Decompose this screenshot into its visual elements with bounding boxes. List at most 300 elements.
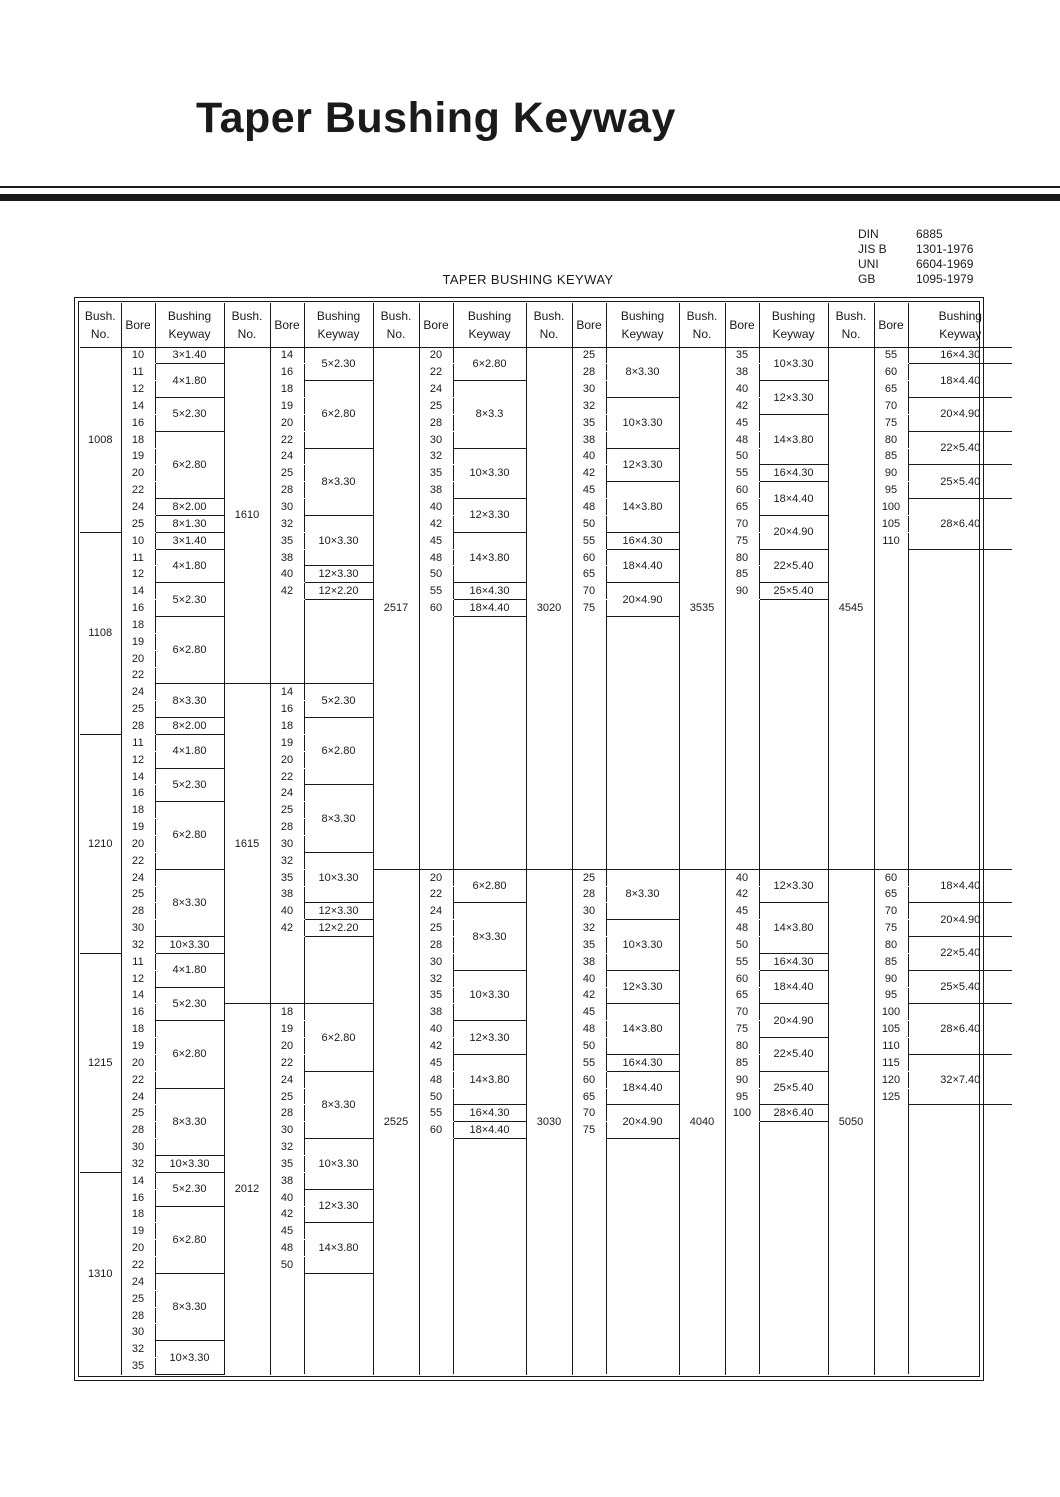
bore-value: 60 <box>725 482 759 499</box>
keyway-value: 10×3.30 <box>304 852 373 903</box>
keyway-value: 14×3.80 <box>606 1004 679 1055</box>
keyway-value: 20×4.90 <box>759 515 828 549</box>
keyway-value: 18×4.40 <box>908 364 1012 398</box>
header-bush-no: Bush. No. <box>373 303 419 347</box>
keyway-value: 12×3.30 <box>304 1189 373 1223</box>
bore-value: 35 <box>572 414 606 431</box>
bore-value: 65 <box>725 499 759 516</box>
bore-value: 70 <box>572 1105 606 1122</box>
keyway-value: 14×3.80 <box>606 482 679 533</box>
bore-value: 75 <box>572 600 606 617</box>
bore-value: 35 <box>270 532 304 549</box>
bore-value: 125 <box>874 1088 908 1105</box>
bore-value: 100 <box>874 499 908 516</box>
keyway-value: 10×3.30 <box>155 937 224 954</box>
bore-value: 18 <box>121 431 155 448</box>
header-rule-thick <box>0 194 1060 201</box>
bore-value: 100 <box>725 1105 759 1122</box>
keyway-value: 28×6.40 <box>759 1105 828 1122</box>
header-bore: Bore <box>270 303 304 347</box>
page-title: Taper Bushing Keyway <box>196 94 676 142</box>
keyway-value: 20×4.90 <box>606 583 679 617</box>
keyway-value: 16×4.30 <box>759 953 828 970</box>
bore-value: 35 <box>725 347 759 364</box>
keyway-value: 16×4.30 <box>606 1054 679 1071</box>
bore-value: 25 <box>121 515 155 532</box>
bore-value: 105 <box>874 515 908 532</box>
keyway-value: 10×3.30 <box>304 1139 373 1190</box>
keyway-value: 18×4.40 <box>759 970 828 1004</box>
keyway-value: 14×3.80 <box>304 1223 373 1274</box>
keyway-value: 28×6.40 <box>908 499 1012 550</box>
empty-cell <box>759 600 828 870</box>
bore-value: 48 <box>419 549 453 566</box>
bore-value: 50 <box>419 566 453 583</box>
bore-value: 19 <box>121 448 155 465</box>
keyway-value: 32×7.40 <box>908 1054 1012 1105</box>
bore-value: 24 <box>121 869 155 886</box>
header-bore: Bore <box>419 303 453 347</box>
bore-value: 38 <box>270 886 304 903</box>
bore-value: 30 <box>121 1139 155 1156</box>
bore-value: 16 <box>270 364 304 381</box>
keyway-value: 6×2.80 <box>155 617 224 684</box>
bore-value: 24 <box>419 381 453 398</box>
empty-cell <box>572 1139 606 1375</box>
keyway-value: 14×3.80 <box>759 903 828 954</box>
bore-value: 38 <box>572 431 606 448</box>
keyway-value: 8×3.30 <box>304 1071 373 1138</box>
bore-value: 19 <box>121 819 155 836</box>
bore-value: 12 <box>121 970 155 987</box>
empty-cell <box>453 1139 526 1375</box>
bore-value: 42 <box>419 515 453 532</box>
keyway-value: 8×2.00 <box>155 718 224 735</box>
bore-value: 28 <box>121 718 155 735</box>
bore-value: 45 <box>270 1223 304 1240</box>
keyway-value: 22×5.40 <box>759 1038 828 1072</box>
bore-value: 85 <box>725 1054 759 1071</box>
bore-value: 14 <box>121 398 155 415</box>
bore-value: 16 <box>121 414 155 431</box>
table-row <box>80 869 1012 886</box>
bore-value: 20 <box>121 465 155 482</box>
bore-value: 30 <box>121 1324 155 1341</box>
bore-value: 22 <box>121 1071 155 1088</box>
bore-value: 11 <box>121 549 155 566</box>
keyway-value: 6×2.80 <box>453 347 526 381</box>
bore-value: 38 <box>270 1172 304 1189</box>
bore-value: 20 <box>270 751 304 768</box>
bore-value: 22 <box>121 482 155 499</box>
empty-cell <box>419 1139 453 1375</box>
bore-value: 75 <box>874 414 908 431</box>
bore-value: 24 <box>270 1071 304 1088</box>
bore-value: 60 <box>725 970 759 987</box>
keyway-value: 18×4.40 <box>606 1071 679 1105</box>
keyway-value: 16×4.30 <box>908 347 1012 364</box>
bore-value: 50 <box>572 515 606 532</box>
empty-cell <box>725 600 759 870</box>
keyway-value: 16×4.30 <box>453 583 526 600</box>
bore-value: 24 <box>270 785 304 802</box>
standard-row <box>858 227 973 242</box>
bore-value: 20 <box>270 1038 304 1055</box>
bore-value: 14 <box>270 684 304 701</box>
empty-cell <box>874 1105 908 1375</box>
bore-value: 30 <box>270 1122 304 1139</box>
bore-value: 50 <box>725 448 759 465</box>
bore-value: 65 <box>725 987 759 1004</box>
bore-value: 32 <box>270 1139 304 1156</box>
bore-value: 32 <box>419 970 453 987</box>
keyway-value: 10×3.30 <box>453 970 526 1021</box>
bore-value: 11 <box>121 953 155 970</box>
empty-cell <box>270 600 304 684</box>
bore-value: 19 <box>270 734 304 751</box>
bore-value: 38 <box>572 953 606 970</box>
bore-value: 32 <box>121 1156 155 1173</box>
bore-value: 85 <box>874 448 908 465</box>
bore-value: 30 <box>572 381 606 398</box>
keyway-value: 6×2.80 <box>453 869 526 903</box>
keyway-value: 12×3.30 <box>759 381 828 415</box>
empty-cell <box>572 617 606 870</box>
header-bush-no: Bush. No. <box>224 303 270 347</box>
bore-value: 19 <box>121 1223 155 1240</box>
header-bush-no: Bush. No. <box>526 303 572 347</box>
keyway-value: 8×3.30 <box>155 684 224 718</box>
empty-cell <box>304 1273 373 1374</box>
bush-number: 3020 <box>526 347 572 869</box>
keyway-value: 5×2.30 <box>155 398 224 432</box>
bore-value: 55 <box>725 953 759 970</box>
bore-value: 28 <box>419 937 453 954</box>
bore-value: 55 <box>874 347 908 364</box>
bore-value: 70 <box>874 398 908 415</box>
keyway-value: 18×4.40 <box>759 482 828 516</box>
bush-number: 3030 <box>526 869 572 1374</box>
bore-value: 42 <box>572 987 606 1004</box>
keyway-value: 22×5.40 <box>908 937 1012 971</box>
bush-number: 4545 <box>828 347 874 869</box>
bore-value: 28 <box>572 364 606 381</box>
keyway-value: 10×3.30 <box>606 398 679 449</box>
keyway-value: 10×3.30 <box>304 515 373 566</box>
table-title: TAPER BUSHING KEYWAY <box>442 272 614 287</box>
bore-value: 60 <box>572 1071 606 1088</box>
bore-value: 55 <box>725 465 759 482</box>
bore-value: 12 <box>121 566 155 583</box>
bush-number: 2012 <box>224 1004 270 1375</box>
bore-value: 20 <box>419 869 453 886</box>
bore-value: 85 <box>725 566 759 583</box>
bore-value: 14 <box>121 583 155 600</box>
bush-number: 1610 <box>224 347 270 684</box>
bush-number: 2517 <box>373 347 419 869</box>
keyway-value: 12×3.30 <box>304 566 373 583</box>
empty-cell <box>874 549 908 869</box>
bore-value: 40 <box>270 1189 304 1206</box>
bore-value: 22 <box>419 364 453 381</box>
keyway-value: 10×3.30 <box>155 1156 224 1173</box>
bush-number: 1108 <box>80 532 121 734</box>
keyway-value: 6×2.80 <box>155 802 224 869</box>
bore-value: 95 <box>874 482 908 499</box>
bore-value: 20 <box>121 650 155 667</box>
bore-value: 90 <box>725 583 759 600</box>
empty-cell <box>304 600 373 684</box>
bore-value: 50 <box>725 937 759 954</box>
keyway-value: 16×4.30 <box>759 465 828 482</box>
header-bore: Bore <box>874 303 908 347</box>
empty-cell <box>304 937 373 1004</box>
bore-value: 12 <box>121 751 155 768</box>
keyway-value: 20×4.90 <box>606 1105 679 1139</box>
bore-value: 16 <box>121 1004 155 1021</box>
standard-row <box>858 272 973 287</box>
bore-value: 25 <box>270 1088 304 1105</box>
bore-value: 24 <box>270 448 304 465</box>
standard-row <box>858 242 973 257</box>
empty-cell <box>908 549 1012 869</box>
bore-value: 28 <box>270 482 304 499</box>
bore-value: 70 <box>572 583 606 600</box>
keyway-value: 4×1.80 <box>155 549 224 583</box>
keyway-value: 12×3.30 <box>304 903 373 920</box>
keyway-value: 14×3.80 <box>453 1054 526 1105</box>
header-bore: Bore <box>572 303 606 347</box>
bore-value: 42 <box>725 886 759 903</box>
standard-row <box>858 257 973 272</box>
keyway-value: 20×4.90 <box>908 903 1012 937</box>
bore-value: 18 <box>121 617 155 634</box>
bore-value: 32 <box>121 1341 155 1358</box>
bore-value: 80 <box>725 549 759 566</box>
keyway-value: 25×5.40 <box>908 465 1012 499</box>
bore-value: 35 <box>270 1156 304 1173</box>
bore-value: 60 <box>874 364 908 381</box>
bore-value: 19 <box>270 398 304 415</box>
bore-value: 55 <box>572 532 606 549</box>
keyway-value: 22×5.40 <box>908 431 1012 465</box>
bore-value: 24 <box>121 684 155 701</box>
bore-value: 110 <box>874 532 908 549</box>
empty-cell <box>606 617 679 870</box>
bore-value: 10 <box>121 532 155 549</box>
bore-value: 16 <box>121 785 155 802</box>
header-bush-no: Bush. No. <box>80 303 121 347</box>
bore-value: 24 <box>121 499 155 516</box>
keyway-value: 3×1.40 <box>155 347 224 364</box>
bore-value: 60 <box>419 600 453 617</box>
header-keyway: Bushing Keyway <box>606 303 679 347</box>
bush-number: 3535 <box>679 347 725 869</box>
bore-value: 38 <box>419 482 453 499</box>
bore-value: 28 <box>270 1105 304 1122</box>
bore-value: 90 <box>725 1071 759 1088</box>
bore-value: 40 <box>270 903 304 920</box>
standard-name: JIS B <box>858 242 887 256</box>
bore-value: 11 <box>121 364 155 381</box>
bore-value: 48 <box>725 431 759 448</box>
bore-value: 28 <box>270 819 304 836</box>
keyway-value: 5×2.30 <box>155 583 224 617</box>
standard-value: 1301-1976 <box>916 242 974 256</box>
bore-value: 95 <box>874 987 908 1004</box>
bore-value: 22 <box>121 667 155 684</box>
bore-value: 42 <box>270 920 304 937</box>
table-row <box>80 347 1012 364</box>
bore-value: 25 <box>572 347 606 364</box>
bore-value: 22 <box>270 431 304 448</box>
keyway-value: 6×2.80 <box>155 1021 224 1088</box>
bore-value: 38 <box>725 364 759 381</box>
bore-value: 45 <box>419 532 453 549</box>
bore-value: 70 <box>725 1004 759 1021</box>
bore-value: 65 <box>572 566 606 583</box>
keyway-value: 8×1.30 <box>155 515 224 532</box>
keyway-value: 18×4.40 <box>606 549 679 583</box>
bore-value: 45 <box>572 1004 606 1021</box>
bore-value: 42 <box>270 1206 304 1223</box>
keyway-value: 8×3.30 <box>304 448 373 515</box>
bore-value: 18 <box>270 381 304 398</box>
keyway-value: 6×2.80 <box>155 1206 224 1273</box>
keyway-value: 14×3.80 <box>453 532 526 583</box>
header-keyway: Bushing Keyway <box>759 303 828 347</box>
keyway-value: 8×3.30 <box>155 1088 224 1155</box>
empty-cell <box>270 937 304 1004</box>
bore-value: 40 <box>270 566 304 583</box>
bore-value: 32 <box>419 448 453 465</box>
bore-value: 50 <box>419 1088 453 1105</box>
keyway-value: 12×3.30 <box>606 448 679 482</box>
bush-number: 1310 <box>80 1172 121 1374</box>
bore-value: 40 <box>572 448 606 465</box>
bore-value: 45 <box>419 1054 453 1071</box>
keyway-value: 4×1.80 <box>155 734 224 768</box>
keyway-value: 12×3.30 <box>453 499 526 533</box>
bore-value: 30 <box>121 920 155 937</box>
bore-value: 80 <box>874 431 908 448</box>
bore-value: 30 <box>270 835 304 852</box>
bore-value: 55 <box>419 583 453 600</box>
bore-value: 22 <box>419 886 453 903</box>
bore-value: 60 <box>572 549 606 566</box>
empty-cell <box>419 617 453 870</box>
keyway-value: 12×3.30 <box>606 970 679 1004</box>
bore-value: 40 <box>725 869 759 886</box>
standard-name: DIN <box>858 227 879 241</box>
bore-value: 70 <box>874 903 908 920</box>
bore-value: 48 <box>725 920 759 937</box>
bore-value: 25 <box>419 398 453 415</box>
standard-value: 1095-1979 <box>916 272 974 286</box>
bore-value: 35 <box>572 937 606 954</box>
bush-number: 1215 <box>80 953 121 1172</box>
bore-value: 11 <box>121 734 155 751</box>
bore-value: 14 <box>121 768 155 785</box>
header-bore: Bore <box>725 303 759 347</box>
bore-value: 24 <box>121 1088 155 1105</box>
bore-value: 22 <box>121 1257 155 1274</box>
bore-value: 18 <box>121 1206 155 1223</box>
bore-value: 115 <box>874 1054 908 1071</box>
header-keyway: Bushing Keyway <box>908 303 1012 347</box>
keyway-value: 4×1.80 <box>155 364 224 398</box>
standard-value: 6885 <box>916 227 943 241</box>
empty-cell <box>759 1122 828 1375</box>
keyway-value: 18×4.40 <box>453 1122 526 1139</box>
bore-value: 12 <box>121 381 155 398</box>
bore-value: 48 <box>419 1071 453 1088</box>
empty-cell <box>725 1122 759 1375</box>
bore-value: 28 <box>121 1307 155 1324</box>
bore-value: 30 <box>419 431 453 448</box>
header-bore: Bore <box>121 303 155 347</box>
keyway-value: 20×4.90 <box>759 1004 828 1038</box>
keyway-value: 6×2.80 <box>304 381 373 448</box>
bore-value: 24 <box>121 1273 155 1290</box>
bore-value: 16 <box>121 1189 155 1206</box>
bore-value: 10 <box>121 347 155 364</box>
keyway-value: 8×3.3 <box>453 381 526 448</box>
keyway-value: 12×3.30 <box>759 869 828 903</box>
header-keyway: Bushing Keyway <box>155 303 224 347</box>
keyway-value: 8×3.30 <box>155 1273 224 1340</box>
bore-value: 18 <box>270 1004 304 1021</box>
bore-value: 20 <box>419 347 453 364</box>
bore-value: 48 <box>572 499 606 516</box>
bore-value: 32 <box>270 852 304 869</box>
bore-value: 16 <box>121 600 155 617</box>
empty-cell <box>270 1273 304 1374</box>
bore-value: 45 <box>725 414 759 431</box>
bore-value: 22 <box>270 1054 304 1071</box>
bore-value: 25 <box>270 465 304 482</box>
bore-value: 60 <box>419 1122 453 1139</box>
keyway-value: 6×2.80 <box>155 431 224 498</box>
keyway-value: 22×5.40 <box>759 549 828 583</box>
header-bush-no: Bush. No. <box>828 303 874 347</box>
header-bush-no: Bush. No. <box>679 303 725 347</box>
bore-value: 22 <box>121 852 155 869</box>
bush-number: 5050 <box>828 869 874 1374</box>
bore-value: 19 <box>121 1038 155 1055</box>
bore-value: 38 <box>270 549 304 566</box>
bore-value: 25 <box>121 701 155 718</box>
header-keyway: Bushing Keyway <box>304 303 373 347</box>
keyway-value: 10×3.30 <box>606 920 679 971</box>
bore-value: 38 <box>419 1004 453 1021</box>
bore-value: 75 <box>725 1021 759 1038</box>
bore-value: 32 <box>270 515 304 532</box>
keyway-value: 20×4.90 <box>908 398 1012 432</box>
keyway-table <box>80 303 1012 1375</box>
keyway-value: 25×5.40 <box>759 583 828 600</box>
bush-number: 1210 <box>80 734 121 953</box>
standard-name: UNI <box>858 257 879 271</box>
bore-value: 48 <box>572 1021 606 1038</box>
keyway-value: 10×3.30 <box>155 1341 224 1375</box>
bush-number: 2525 <box>373 869 419 1374</box>
keyway-value: 8×3.30 <box>453 903 526 970</box>
bore-value: 95 <box>725 1088 759 1105</box>
bore-value: 16 <box>270 701 304 718</box>
keyway-value: 12×3.30 <box>453 1021 526 1055</box>
bore-value: 28 <box>121 903 155 920</box>
